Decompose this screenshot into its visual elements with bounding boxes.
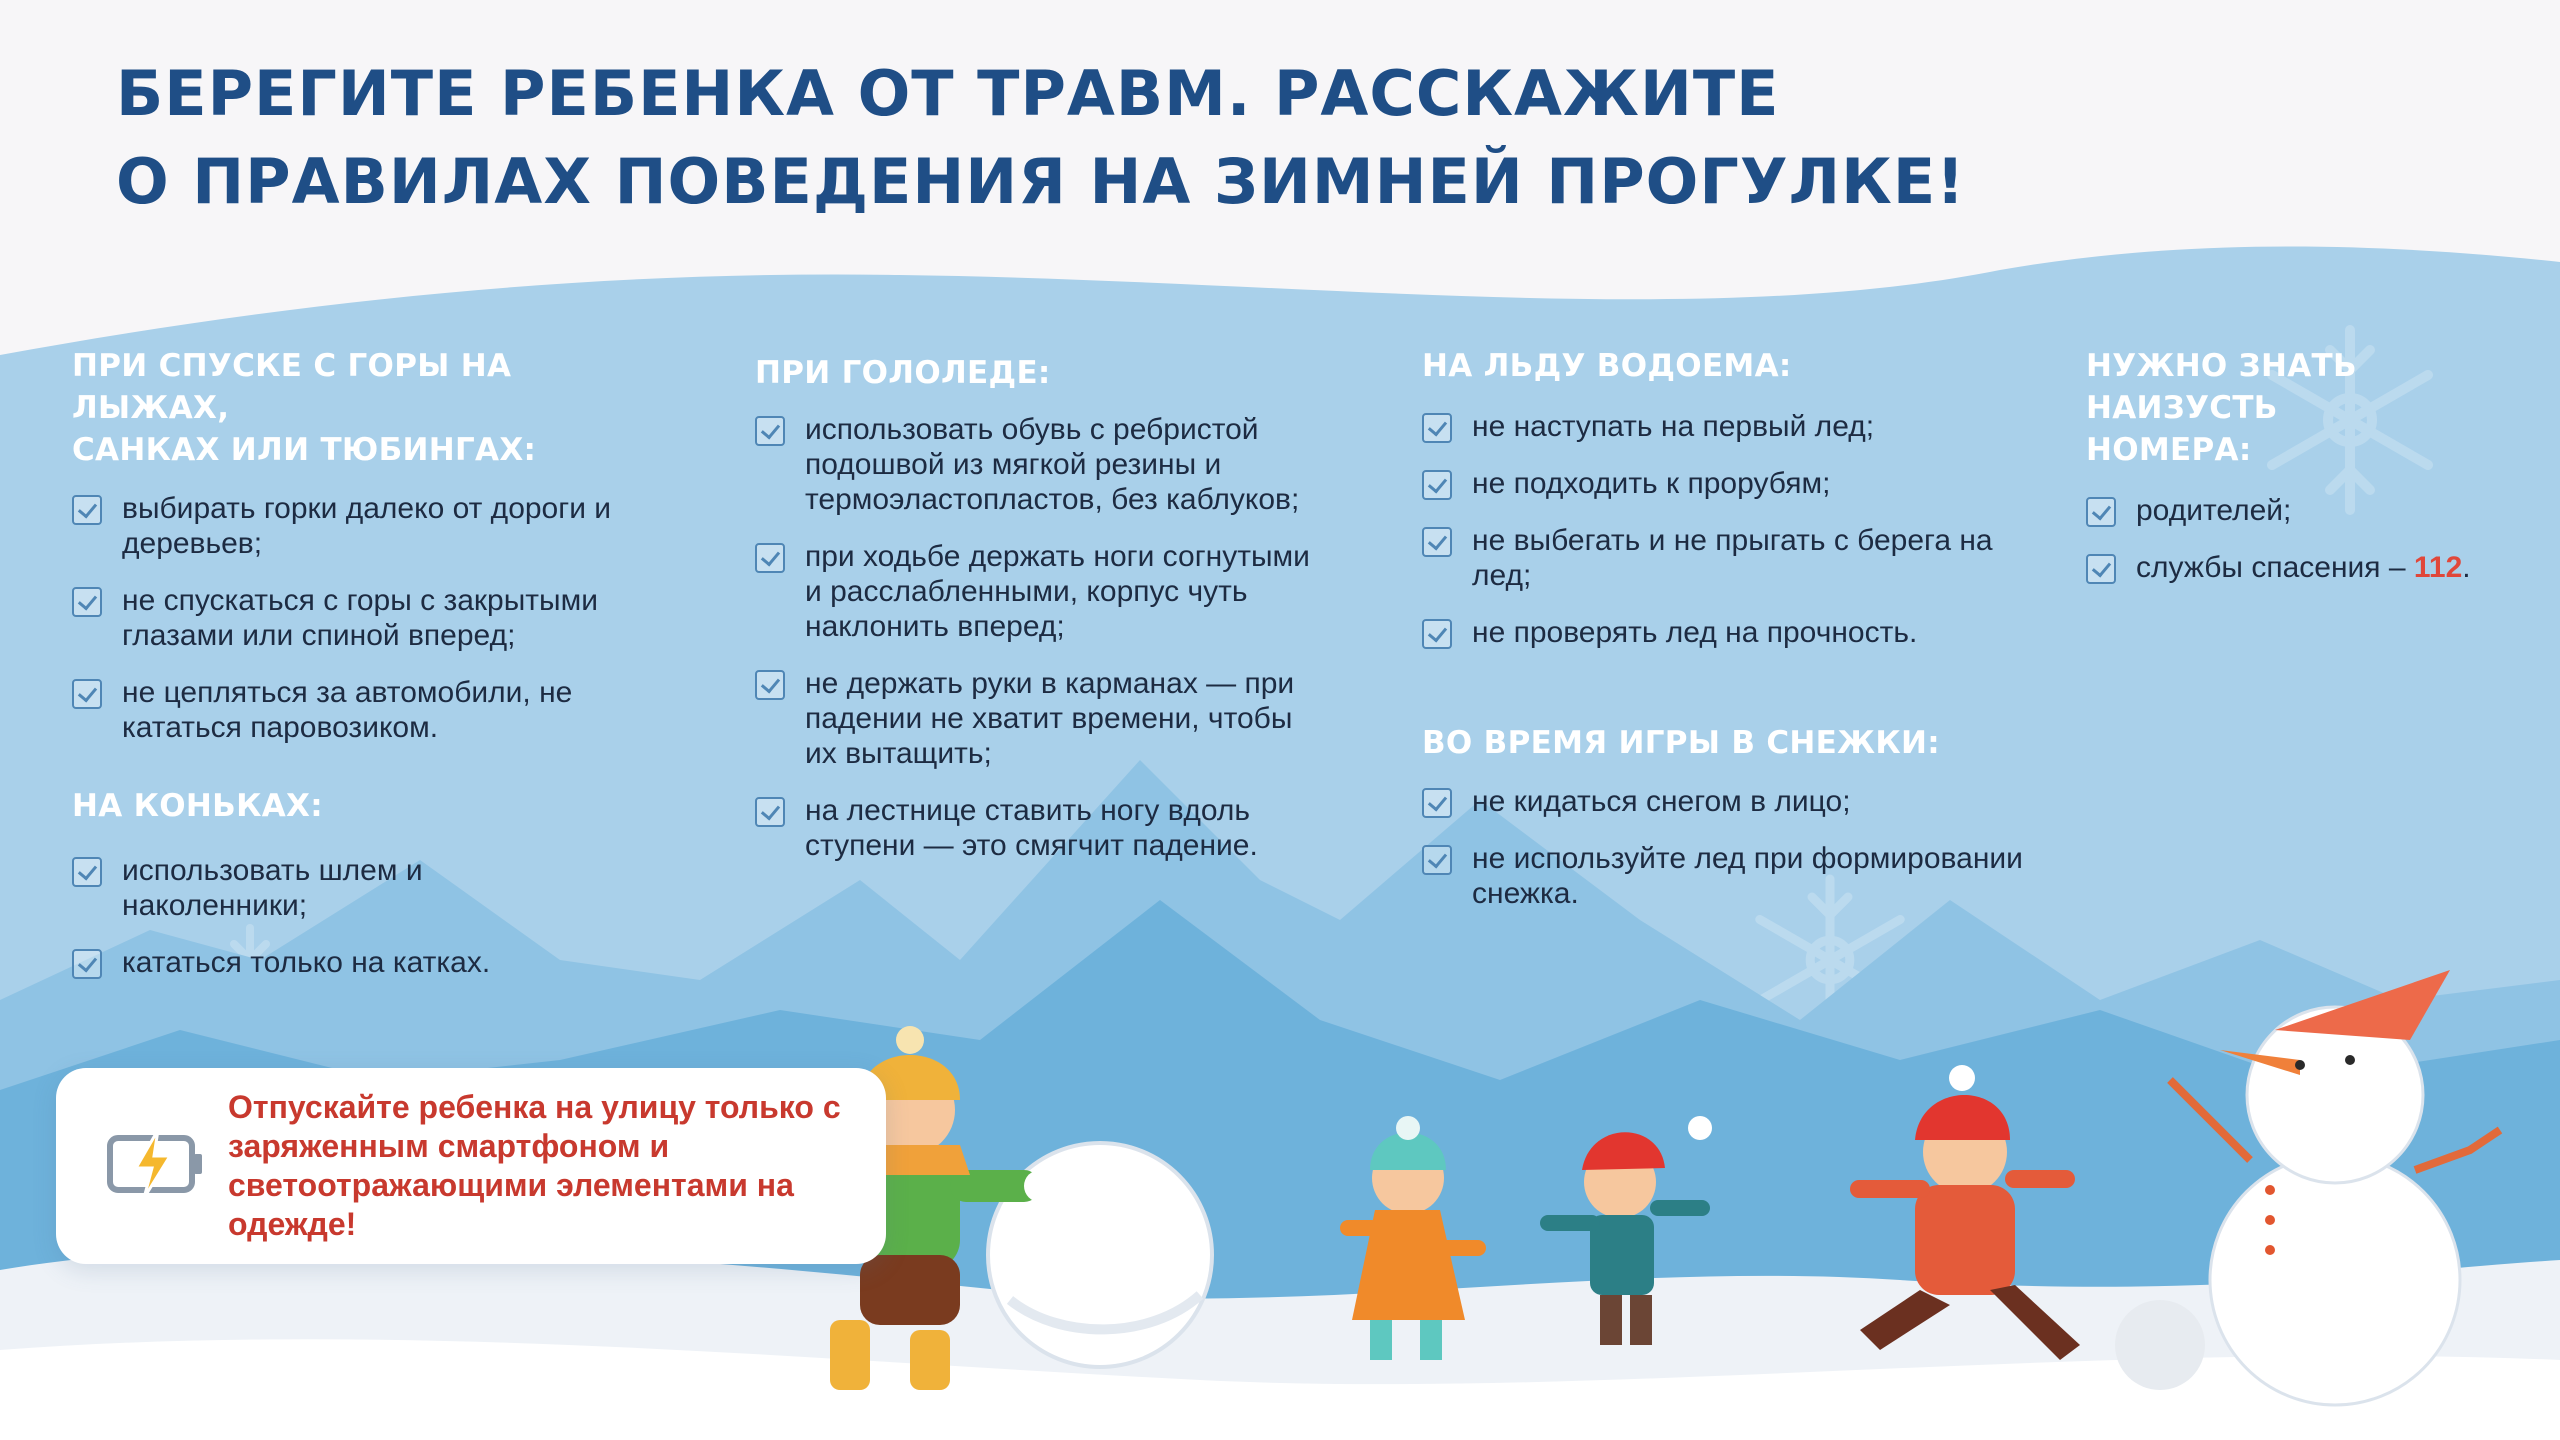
list-item	[1422, 784, 2042, 819]
list-item	[72, 675, 672, 745]
item-text: не проверять лед на прочность.	[1472, 616, 1918, 649]
item-text: службы спасения –	[2136, 551, 2414, 584]
item-text: на лестнице ставить ногу вдоль ступени — это смягчит падение.	[805, 794, 1258, 862]
section-heading: НА КОНЬКАХ:	[72, 788, 323, 824]
list-item	[755, 539, 1325, 644]
item-text: не спускаться с горы с закрытыми глазами или спиной вперед;	[122, 584, 598, 652]
item-text: не кидаться снегом в лицо;	[1472, 785, 1851, 818]
checklist	[72, 491, 672, 745]
heading-line-1: ПРИ СПУСКЕ С ГОРЫ НА ЛЫЖАХ,	[72, 348, 512, 426]
item-text: при ходьбе держать ноги согнутыми и расслабленными, корпус чуть наклонить вперед;	[805, 540, 1310, 643]
section-heading: НА ЛЬДУ ВОДОЕМА:	[1422, 348, 1792, 384]
checkbox-icon	[1422, 619, 1452, 649]
list-item	[755, 412, 1325, 517]
list-item	[2086, 493, 2526, 528]
section-heading: ВО ВРЕМЯ ИГРЫ В СНЕЖКИ:	[1422, 725, 1940, 761]
item-text: не выбегать и не прыгать с берега на лед;	[1472, 524, 1993, 592]
heading-line-2: САНКАХ ИЛИ ТЮБИНГАХ:	[72, 432, 537, 468]
checkbox-icon	[72, 587, 102, 617]
list-item	[2086, 550, 2526, 585]
list-item	[1422, 841, 2042, 911]
list-item	[72, 945, 592, 980]
checkbox-icon	[72, 495, 102, 525]
checkbox-icon	[1422, 845, 1452, 875]
section-slopes	[72, 345, 672, 767]
page-title	[116, 50, 1965, 226]
title-line-2: О ПРАВИЛАХ ПОВЕДЕНИЯ НА ЗИМНЕЙ ПРОГУЛКЕ!	[116, 145, 1966, 218]
battery-charging-icon	[106, 1128, 206, 1200]
checkbox-icon	[1422, 470, 1452, 500]
checkbox-icon	[72, 857, 102, 887]
item-text: использовать обувь с ребристой подошвой из мягкой резины и термоэластопластов, без каблуков;	[805, 413, 1300, 516]
heading-line-2: НОМЕРА:	[2086, 432, 2252, 468]
checkbox-icon	[72, 679, 102, 709]
item-text: кататься только на катках.	[122, 946, 491, 979]
checkbox-icon	[755, 797, 785, 827]
list-item	[1422, 466, 2042, 501]
list-item	[755, 666, 1325, 771]
item-text: выбирать горки далеко от дороги и деревьев;	[122, 492, 612, 560]
checkbox-icon	[1422, 527, 1452, 557]
rescue-number: 112	[2413, 551, 2463, 584]
checkbox-icon	[1422, 788, 1452, 818]
list-item	[72, 853, 592, 923]
checklist	[1422, 784, 2042, 911]
checkbox-icon	[755, 670, 785, 700]
checkbox-icon	[72, 949, 102, 979]
checkbox-icon	[2086, 554, 2116, 584]
checklist	[72, 853, 592, 980]
checkbox-icon	[755, 416, 785, 446]
list-item	[755, 793, 1325, 863]
title-line-1: БЕРЕГИТЕ РЕБЕНКА ОТ ТРАВМ. РАССКАЖИТЕ	[116, 57, 1780, 130]
checkbox-icon	[2086, 497, 2116, 527]
item-text: не наступать на первый лед;	[1472, 410, 1875, 443]
section-water-ice	[1422, 345, 2042, 672]
section-heading: ПРИ ГОЛОЛЕДЕ:	[755, 355, 1051, 391]
section-ice-slip	[755, 352, 1325, 885]
section-heading	[2086, 345, 2526, 471]
heading-line-1: НУЖНО ЗНАТЬ НАИЗУСТЬ	[2086, 348, 2357, 426]
list-item	[72, 491, 672, 561]
item-text: не используйте лед при формировании снежка.	[1472, 842, 2023, 910]
warning-card	[56, 1068, 886, 1264]
list-item	[72, 583, 672, 653]
item-text: использовать шлем и наколенники;	[122, 854, 423, 922]
list-item	[1422, 523, 2042, 593]
list-item	[1422, 409, 2042, 444]
warning-text: Отпускайте ребенка на улицу только с заряженным смартфоном и светоотражающими элементами на одежде!	[228, 1089, 841, 1242]
item-text: не подходить к прорубям;	[1472, 467, 1831, 500]
checkbox-icon	[755, 543, 785, 573]
checklist	[2086, 493, 2526, 585]
list-item	[1422, 615, 2042, 650]
item-suffix: .	[2462, 551, 2471, 584]
item-text: не держать руки в карманах — при падении не хватит времени, чтобы их вытащить;	[805, 667, 1295, 770]
checklist	[755, 412, 1325, 863]
section-skates	[72, 785, 592, 1002]
checklist	[1422, 409, 2042, 650]
item-text: не цепляться за автомобили, не кататься паровозиком.	[122, 676, 573, 744]
section-emergency-numbers	[2086, 345, 2526, 607]
section-heading	[72, 345, 672, 471]
checkbox-icon	[1422, 413, 1452, 443]
section-snowballs	[1422, 722, 2042, 933]
item-text: родителей;	[2136, 494, 2292, 527]
